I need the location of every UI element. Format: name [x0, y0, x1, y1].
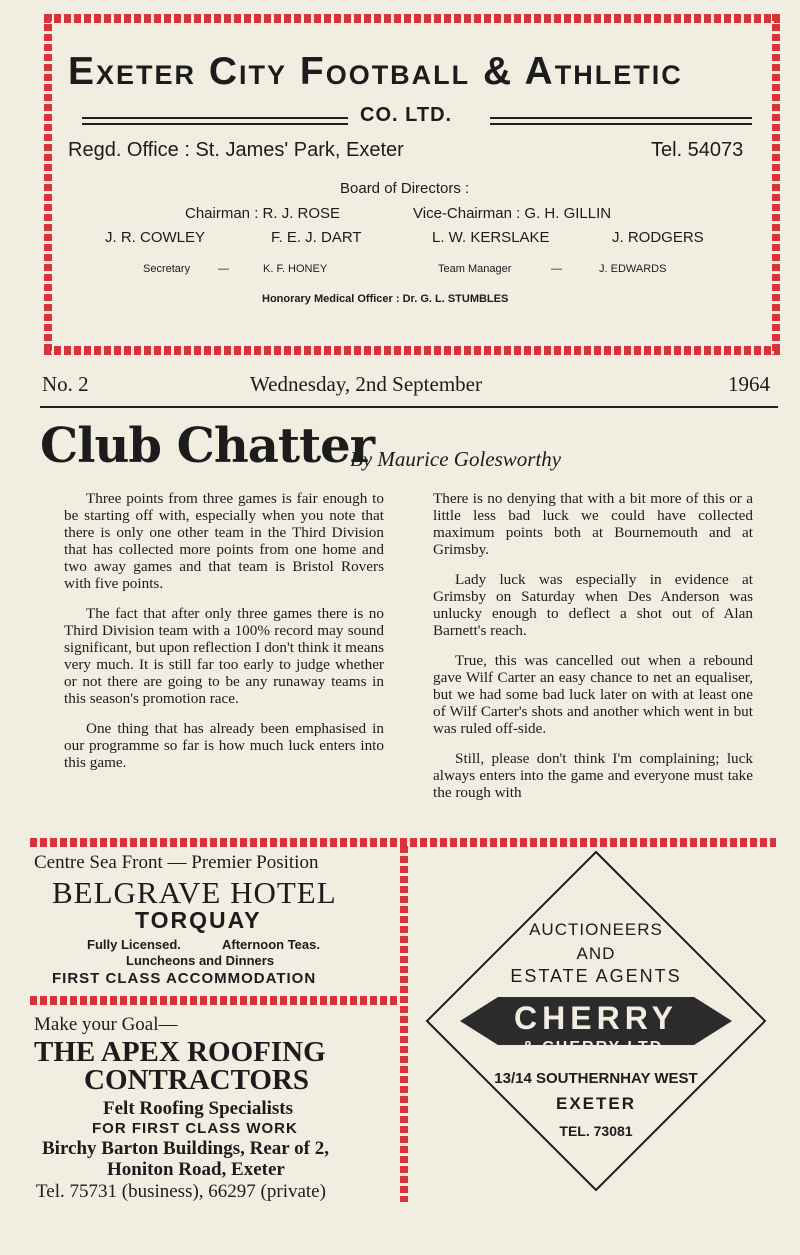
cherry-telephone: TEL. 73081 — [559, 1123, 633, 1139]
article-paragraph: True, this was cancelled out when a rebound gave Wilf Carter an easy chance to net an equaliser, but we had some bad luck later on with at least one of Wilf Carter's shots and another which went in but was ruled off-side. — [433, 652, 753, 737]
hotel-tagline: Centre Sea Front — Premier Position — [34, 852, 319, 873]
roofing-specialists: Felt Roofing Specialists — [103, 1098, 293, 1119]
cherry-address: 13/14 SOUTHERNHAY WEST — [494, 1070, 698, 1087]
article-paragraph: There is no denying that with a bit more of this or a little less bad luck we could have collected maximum points both at Bournemouth and at Grimsby. — [433, 490, 753, 558]
hotel-accommodation: FIRST CLASS ACCOMMODATION — [52, 970, 317, 987]
cherry-city: EXETER — [555, 1094, 637, 1113]
header-border-top — [44, 14, 780, 23]
roofing-name-line2: CONTRACTORS — [84, 1064, 310, 1096]
cherry-name-ltd: & CHERRY LTD. — [522, 1039, 670, 1056]
article-paragraph: The fact that after only three games there is no Third Division team with a 100% record may sound significant, but upon reflection I don't think it means very much. It is still far too early to judge whether or not there are going to be any runaway teams in this season's promotion race. — [64, 605, 384, 707]
vice-chairman: Vice-Chairman : G. H. GILLIN — [413, 205, 612, 222]
title-rule-left — [82, 117, 348, 125]
director-4: J. RODGERS — [612, 229, 704, 246]
header-border-right — [772, 14, 780, 355]
roofing-address1: Birchy Barton Buildings, Rear of 2, — [42, 1138, 329, 1159]
director-1: J. R. COWLEY — [105, 229, 206, 246]
cherry-line2: AND — [576, 944, 616, 963]
club-title: Exeter City Football & Athletic — [68, 50, 683, 93]
header-border-bottom — [44, 346, 780, 355]
article-paragraph: Three points from three games is fair enough to be starting off with, especially when you note that there is only one other team in the Third Division that has collected more points from one home and two away games and that team is Bristol Rovers with five points. — [64, 490, 384, 592]
chairman: Chairman : R. J. ROSE — [185, 205, 341, 222]
roofing-address2: Honiton Road, Exeter — [107, 1159, 285, 1180]
secretary-name: K. F. HONEY — [263, 263, 328, 275]
hotel-town: TORQUAY — [135, 907, 262, 933]
issue-rule — [40, 406, 778, 408]
hotel-name: BELGRAVE HOTEL — [52, 875, 337, 910]
roofing-work: FOR FIRST CLASS WORK — [92, 1120, 298, 1137]
director-3: L. W. KERSLAKE — [432, 229, 550, 246]
article-column-right — [433, 490, 753, 814]
roofing-telephone: Tel. 75731 (business), 66297 (private) — [36, 1181, 326, 1202]
title-rule-right — [490, 117, 752, 125]
issue-date: Wednesday, 2nd September — [250, 372, 482, 396]
article-paragraph: Lady luck was especially in evidence at Grimsby on Saturday when Des Anderson was unlucky enough to deflect a shot out of Alan Barnett's reach. — [433, 571, 753, 639]
issue-number: No. 2 — [42, 372, 89, 396]
header-border-left — [44, 14, 52, 355]
office-address: Regd. Office : St. James' Park, Exeter — [68, 139, 404, 161]
article-paragraph: Still, please don't think I'm complaining; luck always enters into the game and everyone must take the rough with — [433, 750, 753, 801]
article-paragraph: One thing that has already been emphasised in our programme so far is how much luck enters into this game. — [64, 720, 384, 771]
article-column-left — [64, 490, 384, 784]
article-byline: By Maurice Golesworthy — [350, 447, 562, 471]
manager-dash: — — [551, 263, 562, 275]
company-suffix: CO. LTD. — [360, 104, 453, 126]
roofing-tagline: Make your Goal— — [34, 1014, 178, 1035]
roofing-name-line1: THE APEX ROOFING — [34, 1036, 326, 1068]
article-title: Club Chatter — [40, 418, 374, 474]
board-heading: Board of Directors : — [340, 180, 470, 197]
secretary-dash: — — [218, 263, 229, 275]
cherry-line1: AUCTIONEERS — [529, 920, 663, 939]
manager-label: Team Manager — [438, 263, 512, 275]
ads-divider-horizontal — [30, 996, 400, 1005]
hotel-teas: Afternoon Teas. — [222, 937, 320, 952]
cherry-line3: ESTATE AGENTS — [510, 966, 682, 986]
manager-name: J. EDWARDS — [599, 263, 667, 275]
medical-officer: Honorary Medical Officer : Dr. G. L. STUMBLES — [262, 293, 509, 305]
ads-divider-vertical — [400, 846, 408, 1202]
cherry-name: CHERRY — [514, 1000, 678, 1036]
office-telephone: Tel. 54073 — [651, 139, 744, 161]
issue-year: 1964 — [728, 372, 770, 396]
hotel-licensed: Fully Licensed. — [87, 937, 181, 952]
secretary-label: Secretary — [143, 263, 191, 275]
hotel-meals: Luncheons and Dinners — [126, 953, 275, 968]
director-2: F. E. J. DART — [271, 229, 362, 246]
